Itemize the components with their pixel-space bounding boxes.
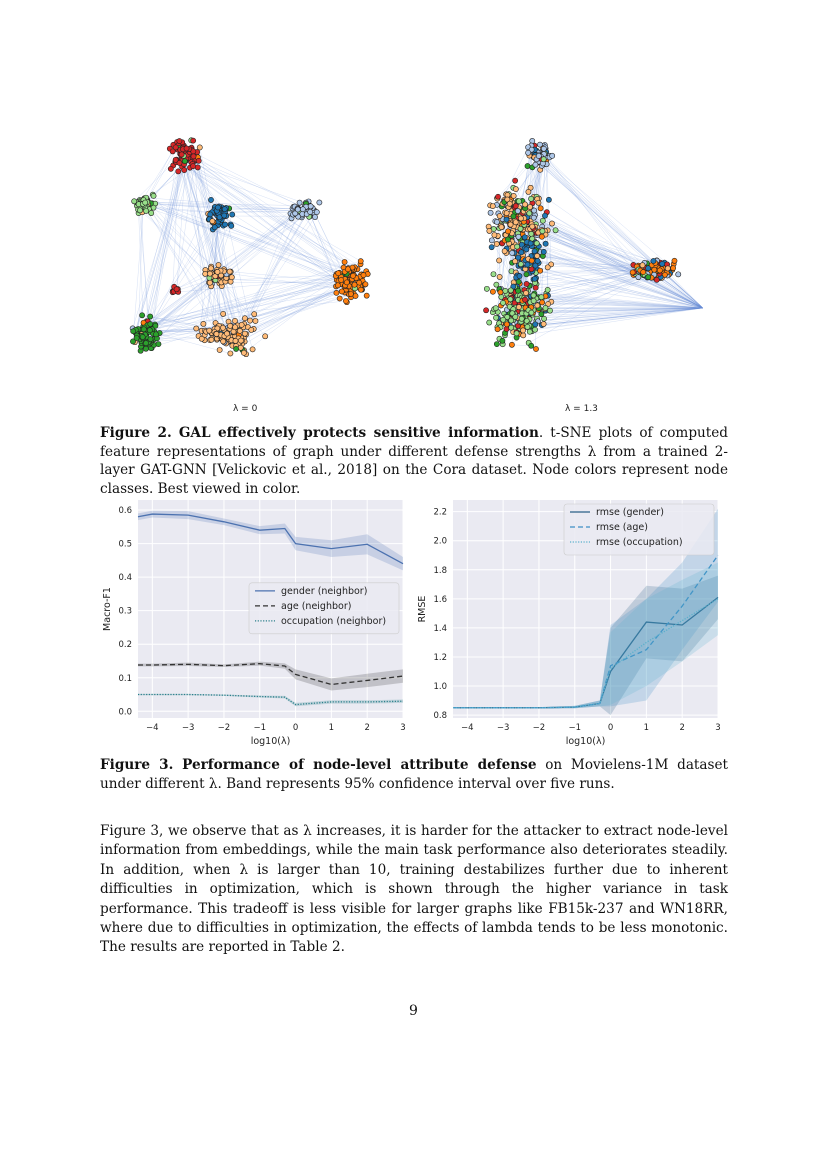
figure3-caption bbox=[100, 756, 728, 793]
legend bbox=[249, 583, 399, 634]
page-number: 9 bbox=[409, 1003, 418, 1019]
body-paragraph: Figure 3, we observe that as λ increases, it is harder for the attacker to extract node-level information from embeddings, while the main task performance also deteriorates steadily. In addition, when λ is larger than 10, training destabilizes further due to inherent difficulties in optimization, which is shown through the higher variance in task performance. This tradeoff is less visible for larger graphs like FB15k-237 and WN18RR, where due to difficulties in optimization, the effects of lambda tends to be less monotonic. The results are reported in Table 2. bbox=[100, 823, 728, 956]
legend-entry: occupation (neighbor) bbox=[281, 615, 387, 627]
x-tick-label: −1 bbox=[253, 723, 267, 733]
legend-entry: age (neighbor) bbox=[281, 600, 352, 612]
tsne-label-left: λ = 0 bbox=[233, 404, 258, 414]
figure2-caption-title: GAL effectively protects sensitive information bbox=[178, 425, 539, 441]
tsne-label-right: λ = 1.3 bbox=[565, 404, 598, 414]
legend-entry: gender (neighbor) bbox=[281, 585, 368, 597]
x-tick-label: −3 bbox=[181, 723, 195, 733]
y-tick-label: 0.1 bbox=[118, 673, 132, 684]
x-tick-label: 0 bbox=[292, 723, 299, 733]
x-tick-label: 2 bbox=[364, 723, 370, 733]
x-tick-label: −3 bbox=[496, 723, 510, 733]
y-tick-label: 1.0 bbox=[433, 682, 447, 693]
y-axis-label: RMSE bbox=[417, 595, 428, 623]
figure3-caption-label: Figure 3. bbox=[100, 757, 174, 773]
x-tick-label: 0 bbox=[607, 723, 614, 733]
x-tick-label: 1 bbox=[328, 723, 335, 733]
x-tick-label: −2 bbox=[532, 723, 546, 733]
legend-entry: rmse (occupation) bbox=[596, 537, 683, 548]
legend-entry: rmse (gender) bbox=[596, 507, 664, 518]
y-tick-label: 1.4 bbox=[433, 623, 447, 634]
y-tick-label: 2.0 bbox=[433, 536, 447, 547]
y-axis-label: Macro-F1 bbox=[102, 587, 113, 631]
x-axis-label: log10(λ) bbox=[565, 736, 606, 747]
figure3-caption-text: on Movielens-1M dataset under different λ. Band represents 95% confidence interval over five runs. bbox=[100, 757, 728, 792]
x-tick-label: −4 bbox=[461, 723, 474, 733]
figure3-caption-title: Performance of node-level attribute defense bbox=[182, 757, 537, 773]
y-tick-label: 1.2 bbox=[433, 652, 447, 663]
y-tick-label: 2.2 bbox=[433, 507, 447, 518]
x-tick-label: −1 bbox=[568, 723, 582, 733]
y-tick-label: 0.0 bbox=[118, 707, 132, 718]
x-axis-label: log10(λ) bbox=[250, 736, 291, 747]
y-tick-label: 1.8 bbox=[433, 565, 447, 576]
legend-entry: rmse (age) bbox=[596, 522, 648, 533]
chart-rmse bbox=[415, 490, 735, 755]
y-tick-label: 0.4 bbox=[118, 573, 132, 584]
x-tick-label: 3 bbox=[400, 723, 406, 733]
x-tick-label: −4 bbox=[146, 723, 159, 733]
figure2-tsne-plots bbox=[100, 110, 728, 410]
x-tick-label: 3 bbox=[715, 723, 721, 733]
x-tick-label: −2 bbox=[217, 723, 231, 733]
figure2-caption-label: Figure 2. bbox=[100, 425, 172, 441]
legend bbox=[564, 504, 714, 555]
y-tick-label: 1.6 bbox=[433, 594, 447, 605]
x-tick-label: 2 bbox=[679, 723, 685, 733]
y-tick-label: 0.6 bbox=[118, 506, 132, 517]
y-tick-label: 0.8 bbox=[433, 711, 447, 722]
tsne-plot-lambda-0 bbox=[130, 138, 370, 357]
x-tick-label: 1 bbox=[643, 723, 650, 733]
chart-macro-f1 bbox=[100, 490, 420, 755]
y-tick-label: 0.2 bbox=[118, 640, 132, 651]
y-tick-label: 0.5 bbox=[118, 539, 132, 550]
y-tick-label: 0.3 bbox=[118, 606, 132, 617]
figure2-caption bbox=[100, 424, 728, 498]
figure2-caption-text: . t-SNE plots of computed feature representations of graph under different defense strengths λ from a trained 2-layer GAT-GNN [Velickovic et al., 2018] on the Cora dataset. Node colors represent node classes. Best viewed in color. bbox=[100, 425, 728, 497]
tsne-plot-lambda-1-3 bbox=[483, 138, 703, 351]
